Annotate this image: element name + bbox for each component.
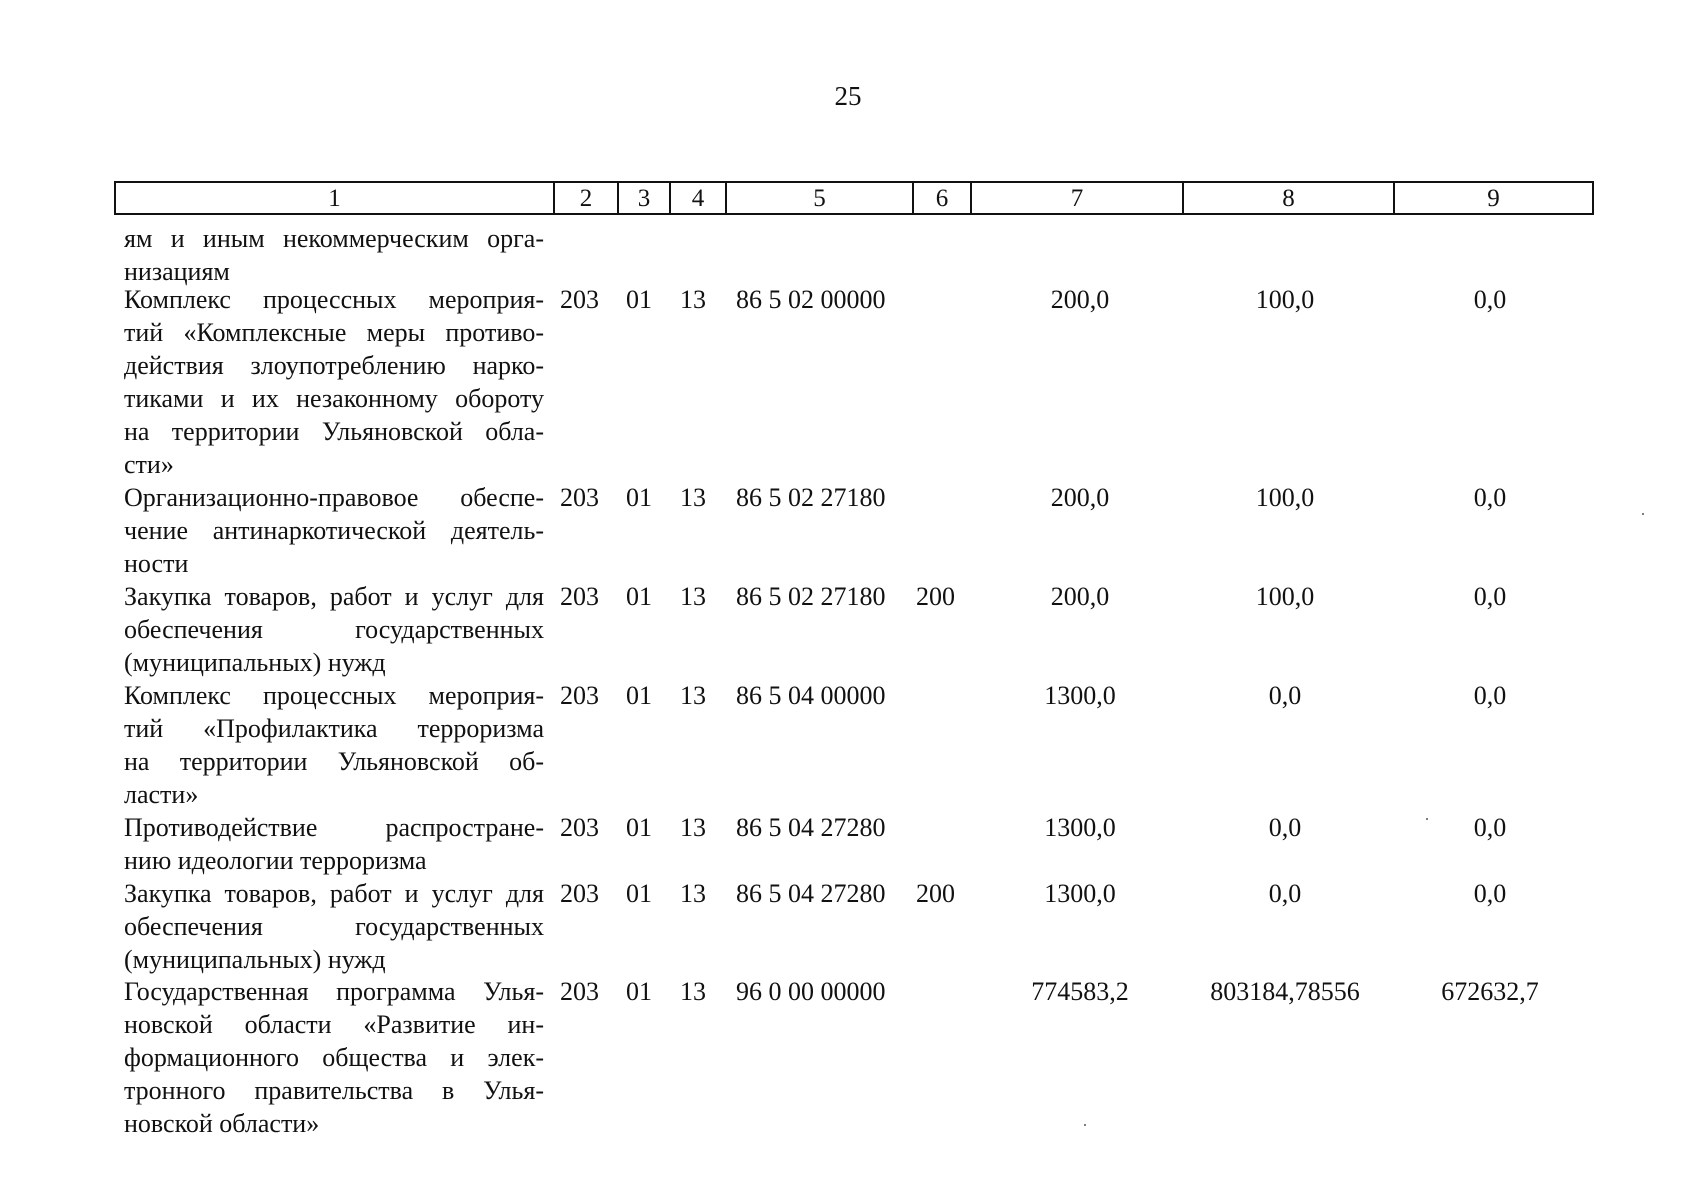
cell-c9: 0,0 xyxy=(1473,879,1507,908)
description-line: (муниципальных) нужд xyxy=(124,945,386,974)
row-description xyxy=(124,975,544,1140)
cell-c7: 1300,0 xyxy=(1044,879,1116,908)
description-line: чение антинаркотической деятель- xyxy=(124,516,544,545)
cell-c5: 86 5 02 27180 xyxy=(736,582,886,611)
scan-speck xyxy=(1084,1124,1086,1126)
cell-c2: 203 xyxy=(560,285,599,314)
cell-c4: 13 xyxy=(680,483,706,512)
cell-c9: 0,0 xyxy=(1473,582,1507,611)
header-col-2: 2 xyxy=(553,183,617,213)
cell-c5: 86 5 04 27280 xyxy=(736,879,886,908)
cell-c9: 0,0 xyxy=(1473,813,1507,842)
table-header xyxy=(114,181,1594,215)
description-line: на территории Ульяновской об- xyxy=(124,747,544,776)
cell-c9: 0,0 xyxy=(1473,285,1507,314)
description-line: на территории Ульяновской обла- xyxy=(124,417,544,446)
header-col-7: 7 xyxy=(970,183,1182,213)
cell-c4: 13 xyxy=(680,879,706,908)
cell-c4: 13 xyxy=(680,285,706,314)
cell-c7: 774583,2 xyxy=(1031,977,1129,1006)
scan-speck xyxy=(1642,513,1644,515)
cell-c8: 0,0 xyxy=(1268,681,1302,710)
header-col-9: 9 xyxy=(1393,183,1592,213)
header-col-5: 5 xyxy=(725,183,912,213)
cell-c3: 01 xyxy=(626,813,652,842)
cell-c5: 86 5 04 27280 xyxy=(736,813,886,842)
description-line: ям и иным некоммерческим орга- xyxy=(124,224,544,253)
header-col-4: 4 xyxy=(669,183,725,213)
cell-c2: 203 xyxy=(560,977,599,1006)
description-line: сти» xyxy=(124,450,174,479)
row-description xyxy=(124,811,544,877)
cell-c8: 100,0 xyxy=(1255,582,1315,611)
cell-c3: 01 xyxy=(626,681,652,710)
cell-c9: 672632,7 xyxy=(1441,977,1539,1006)
cell-c2: 203 xyxy=(560,813,599,842)
description-line: новской области «Развитие ин- xyxy=(124,1010,544,1039)
cell-c9: 0,0 xyxy=(1473,681,1507,710)
description-line: Комплекс процессных мероприя- xyxy=(124,285,544,314)
description-line: Государственная программа Улья- xyxy=(124,977,544,1006)
description-line: тронного правительства в Улья- xyxy=(124,1076,544,1105)
cell-c5: 86 5 04 00000 xyxy=(736,681,886,710)
description-line: (муниципальных) нужд xyxy=(124,648,386,677)
scan-speck xyxy=(1426,818,1428,820)
cell-c6: 200 xyxy=(916,582,955,611)
header-col-1: 1 xyxy=(328,185,341,212)
cell-c8: 100,0 xyxy=(1255,285,1315,314)
cell-c3: 01 xyxy=(626,582,652,611)
description-line: Противодействие распростране- xyxy=(124,813,544,842)
cell-c8: 803184,78556 xyxy=(1210,977,1360,1006)
cell-c2: 203 xyxy=(560,681,599,710)
description-line: низациям xyxy=(124,257,230,286)
description-line: действия злоупотреблению нарко- xyxy=(124,351,544,380)
cell-c3: 01 xyxy=(626,483,652,512)
row-description xyxy=(124,877,544,976)
description-line: Организационно-правовое обеспе- xyxy=(124,483,544,512)
description-line: формационного общества и элек- xyxy=(124,1043,544,1072)
description-line: тий «Профилактика терроризма xyxy=(124,714,544,743)
description-line: ласти» xyxy=(124,780,199,809)
description-line: новской области» xyxy=(124,1109,320,1138)
description-line: тиками и их незаконному обороту xyxy=(124,384,544,413)
cell-c8: 100,0 xyxy=(1255,483,1315,512)
description-line: нию идеологии терроризма xyxy=(124,846,427,875)
cell-c5: 96 0 00 00000 xyxy=(736,977,886,1006)
cell-c5: 86 5 02 27180 xyxy=(736,483,886,512)
page-number: 25 xyxy=(834,81,862,111)
description-line: ности xyxy=(124,549,189,578)
cell-c3: 01 xyxy=(626,879,652,908)
cell-c8: 0,0 xyxy=(1268,813,1302,842)
cell-c7: 1300,0 xyxy=(1044,813,1116,842)
cell-c9: 0,0 xyxy=(1473,483,1507,512)
row-description xyxy=(124,580,544,679)
row-description xyxy=(124,283,544,481)
row-description xyxy=(124,222,544,288)
cell-c4: 13 xyxy=(680,813,706,842)
description-line: Закупка товаров, работ и услуг для xyxy=(124,879,544,908)
cell-c7: 200,0 xyxy=(1050,582,1110,611)
cell-c3: 01 xyxy=(626,977,652,1006)
header-col-8: 8 xyxy=(1182,183,1393,213)
row-description xyxy=(124,679,544,811)
cell-c7: 1300,0 xyxy=(1044,681,1116,710)
description-line: обеспечения государственных xyxy=(124,615,544,644)
header-col-3: 3 xyxy=(617,183,669,213)
cell-c4: 13 xyxy=(680,681,706,710)
description-line: тий «Комплексные меры противо- xyxy=(124,318,544,347)
cell-c2: 203 xyxy=(560,582,599,611)
cell-c8: 0,0 xyxy=(1268,879,1302,908)
description-line: обеспечения государственных xyxy=(124,912,544,941)
cell-c7: 200,0 xyxy=(1050,285,1110,314)
description-line: Закупка товаров, работ и услуг для xyxy=(124,582,544,611)
cell-c3: 01 xyxy=(626,285,652,314)
cell-c5: 86 5 02 00000 xyxy=(736,285,886,314)
cell-c2: 203 xyxy=(560,879,599,908)
row-description xyxy=(124,481,544,580)
cell-c4: 13 xyxy=(680,977,706,1006)
cell-c4: 13 xyxy=(680,582,706,611)
cell-c6: 200 xyxy=(916,879,955,908)
description-line: Комплекс процессных мероприя- xyxy=(124,681,544,710)
cell-c2: 203 xyxy=(560,483,599,512)
cell-c7: 200,0 xyxy=(1050,483,1110,512)
header-col-6: 6 xyxy=(912,183,970,213)
